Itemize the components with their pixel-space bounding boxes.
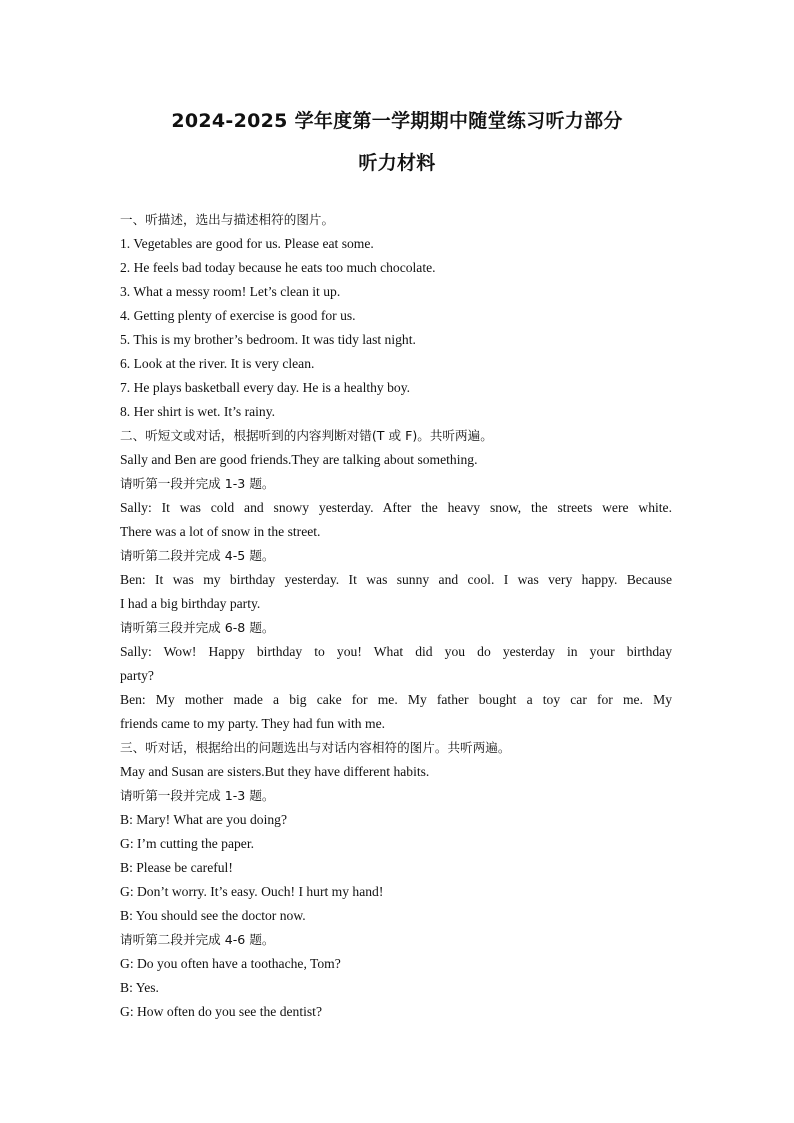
transcript-line: B: You should see the doctor now.: [120, 908, 306, 923]
transcript-line: G: I’m cutting the paper.: [120, 836, 255, 851]
transcript-line: G: Do you often have a toothache, Tom?: [120, 956, 341, 971]
transcript-line: May and Susan are sisters.But they have different habits.: [120, 764, 430, 779]
section-heading: 二、听短文或对话，根据听到的内容判断对错(T 或 F)。共听两遍。: [120, 428, 493, 443]
transcript-line: B: Please be careful!: [120, 860, 233, 875]
transcript-line: Ben: It was my birthday yesterday. It was sunny and cool. I was very happy. Because: [120, 572, 672, 587]
transcript-line: 2. He feels bad today because he eats too much chocolate.: [120, 260, 436, 275]
transcript-line: I had a big birthday party.: [120, 596, 261, 611]
section-heading: 请听第二段并完成 4-6 题。: [120, 932, 275, 947]
transcript-line: Sally: It was cold and snowy yesterday. After the heavy snow, the streets were white.: [120, 500, 672, 515]
transcript-line: 4. Getting plenty of exercise is good for us.: [120, 308, 356, 323]
section-heading: 一、听描述，选出与描述相符的图片。: [120, 212, 335, 227]
transcript-line: 1. Vegetables are good for us. Please eat some.: [120, 236, 374, 251]
section-heading: 请听第二段并完成 4-5 题。: [120, 548, 275, 563]
transcript-line: B: Mary! What are you doing?: [120, 812, 287, 827]
transcript-line: party?: [120, 668, 154, 683]
transcript-line: Sally and Ben are good friends.They are talking about something.: [120, 452, 478, 467]
transcript-line: 3. What a messy room! Let’s clean it up.: [120, 284, 341, 299]
transcript-line: G: Don’t worry. It’s easy. Ouch! I hurt my hand!: [120, 884, 384, 899]
transcript-line: 6. Look at the river. It is very clean.: [120, 356, 315, 371]
transcript-line: Ben: My mother made a big cake for me. My father bought a toy car for me. My: [120, 692, 672, 707]
transcript-line: friends came to my party. They had fun with me.: [120, 716, 386, 731]
section-heading: 三、听对话，根据给出的问题选出与对话内容相符的图片。共听两遍。: [120, 740, 511, 755]
transcript-line: 8. Her shirt is wet. It’s rainy.: [120, 404, 276, 419]
section-heading: 请听第一段并完成 1-3 题。: [120, 476, 275, 491]
document-title: 2024-2025 学年度第一学期期中随堂练习听力部分: [171, 110, 623, 132]
transcript-body: [120, 208, 672, 1024]
transcript-line: G: How often do you see the dentist?: [120, 1004, 322, 1019]
transcript-line: There was a lot of snow in the street.: [120, 524, 321, 539]
transcript-line: 7. He plays basketball every day. He is a healthy boy.: [120, 380, 411, 395]
section-heading: 请听第三段并完成 6-8 题。: [120, 620, 275, 635]
document-subtitle: 听力材料: [358, 152, 436, 174]
transcript-line: Sally: Wow! Happy birthday to you! What did you do yesterday in your birthday: [120, 644, 672, 659]
transcript-line: B: Yes.: [120, 980, 159, 995]
transcript-line: 5. This is my brother’s bedroom. It was tidy last night.: [120, 332, 416, 347]
section-heading: 请听第一段并完成 1-3 题。: [120, 788, 275, 803]
